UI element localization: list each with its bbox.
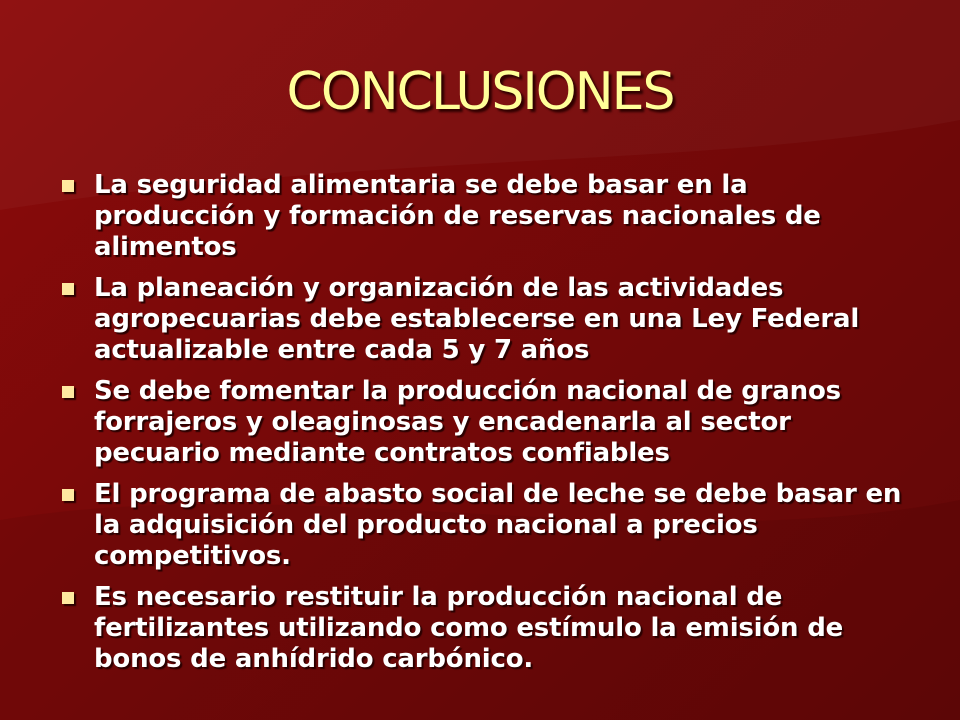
bullet-item bbox=[62, 170, 912, 263]
square-bullet-icon bbox=[62, 592, 74, 604]
bullet-text: La planeación y organización de las actividades agropecuarias debe establecerse en una Ley Federal actualizable entre cada 5 y 7 años bbox=[94, 273, 860, 365]
slide-title: CONCLUSIONES bbox=[286, 62, 674, 122]
square-bullet-icon bbox=[62, 489, 74, 501]
square-bullet-icon bbox=[62, 386, 74, 398]
bullet-text: Se debe fomentar la producción nacional de granos forrajeros y oleaginosas y encadenarla al sector pecuario mediante contratos confiables bbox=[94, 376, 841, 468]
bullet-item bbox=[62, 376, 912, 469]
bullet-item bbox=[62, 582, 912, 675]
square-bullet-icon bbox=[62, 283, 74, 295]
bullet-text: La seguridad alimentaria se debe basar en la producción y formación de reservas nacionales de alimentos bbox=[94, 170, 821, 262]
bullet-text: El programa de abasto social de leche se debe basar en la adquisición del producto nacional a precios competitivos. bbox=[94, 479, 902, 571]
bullet-item bbox=[62, 479, 912, 572]
bullet-list bbox=[62, 170, 912, 685]
bullet-item bbox=[62, 273, 912, 366]
square-bullet-icon bbox=[62, 180, 74, 192]
bullet-text: Es necesario restituir la producción nacional de fertilizantes utilizando como estímulo la emisión de bonos de anhídrido carbónico. bbox=[94, 582, 844, 674]
